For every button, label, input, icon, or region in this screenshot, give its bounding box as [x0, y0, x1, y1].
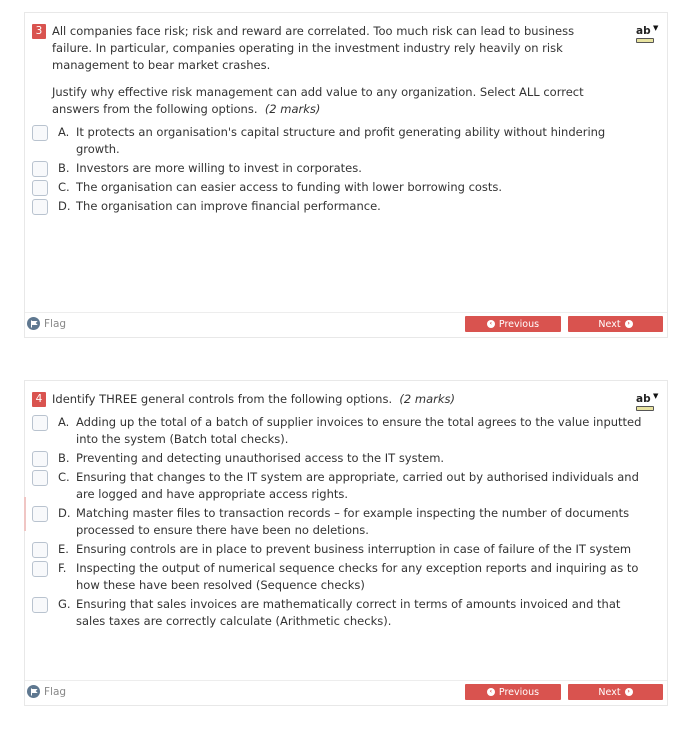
question-stem: [52, 391, 617, 408]
question-body: [25, 381, 667, 630]
option-text: Ensuring controls are in place to prevent business interruption in case of failure of the IT system: [76, 542, 632, 556]
question-marks: (2 marks): [399, 392, 455, 406]
next-label: Next: [598, 686, 621, 698]
instruction-text: Justify why effective risk management can add value to any organization. Select ALL correct answers from the following options.: [52, 85, 584, 116]
answer-option-c[interactable]: [32, 179, 655, 196]
question-marks: (2 marks): [264, 102, 321, 116]
previous-button[interactable]: [465, 684, 561, 700]
option-text: The organisation can easier access to funding with lower borrowing costs.: [76, 180, 503, 194]
option-letter: C.: [58, 180, 70, 194]
question-card-3: [24, 12, 668, 338]
question-text: [52, 391, 655, 408]
question-footer: [25, 312, 667, 337]
answer-option-g[interactable]: [32, 596, 655, 630]
option-letter: B.: [58, 161, 70, 175]
highlighter-icon: [636, 38, 654, 43]
option-checkbox[interactable]: [32, 597, 48, 613]
option-letter: D.: [58, 199, 71, 213]
chevron-left-icon: ‹: [487, 688, 495, 696]
question-header: [32, 23, 655, 118]
option-checkbox[interactable]: [32, 415, 48, 431]
option-letter: E.: [58, 542, 69, 556]
option-text: Inspecting the output of numerical sequence checks for any exception reports and inquiring as to how these have been resolved (Sequence checks): [76, 561, 639, 592]
chevron-right-icon: ›: [625, 320, 633, 328]
option-checkbox[interactable]: [32, 199, 48, 215]
question-instruction: [52, 84, 617, 118]
previous-label: Previous: [498, 318, 540, 330]
option-checkbox[interactable]: [32, 542, 48, 558]
chevron-left-icon: ‹: [487, 320, 495, 328]
question-header: [32, 391, 655, 408]
option-checkbox[interactable]: [32, 125, 48, 141]
flag-label: Flag: [44, 685, 67, 698]
caret-down-icon: ▼: [653, 24, 659, 32]
highlighter-icon: [636, 406, 654, 411]
option-letter: D.: [58, 506, 71, 520]
question-text: [52, 23, 655, 118]
option-text: It protects an organisation's capital structure and profit generating ability without hindering growth.: [76, 125, 606, 156]
flag-label: Flag: [44, 317, 67, 330]
option-text: Ensuring that sales invoices are mathematically correct in terms of amounts invoiced and that sales taxes are correctly calculate (Arithmetic checks).: [76, 597, 621, 628]
caret-down-icon: ▼: [653, 392, 659, 400]
option-checkbox[interactable]: [32, 506, 48, 522]
option-checkbox[interactable]: [32, 470, 48, 486]
option-text: Preventing and detecting unauthorised access to the IT system.: [76, 451, 445, 465]
option-focus-marker: [24, 497, 26, 531]
option-text: Matching master files to transaction records – for example inspecting the number of documents processed to ensure there have been no deletions.: [76, 506, 630, 537]
option-text: Adding up the total of a batch of supplier invoices to ensure the total agrees to the value inputted into the system (Batch total checks).: [76, 415, 642, 446]
option-checkbox[interactable]: [32, 561, 48, 577]
question-number-badge: 4: [32, 392, 46, 407]
answer-option-a[interactable]: [32, 414, 655, 448]
option-letter: C.: [58, 470, 70, 484]
option-checkbox[interactable]: [32, 180, 48, 196]
option-letter: B.: [58, 451, 70, 465]
answer-option-f[interactable]: [32, 560, 655, 594]
option-text: Investors are more willing to invest in corporates.: [76, 161, 362, 175]
option-letter: F.: [58, 561, 67, 575]
question-card-4: [24, 380, 668, 706]
flag-icon: [27, 685, 40, 698]
highlighter-label: ab: [636, 393, 651, 405]
previous-button[interactable]: [465, 316, 561, 332]
answer-options: [32, 414, 655, 630]
next-button[interactable]: [568, 316, 663, 332]
answer-option-e[interactable]: [32, 541, 655, 558]
option-letter: A.: [58, 415, 70, 429]
flag-button[interactable]: [27, 317, 66, 330]
flag-icon: [27, 317, 40, 330]
option-text: The organisation can improve financial performance.: [76, 199, 381, 213]
question-stem: All companies face risk; risk and reward are correlated. Too much risk can lead to business failure. In particular, companies operating in the investment industry rely heavily on risk management to bear market crashes.: [52, 24, 575, 72]
question-body: [25, 13, 667, 215]
highlighter-tool-button[interactable]: [635, 25, 659, 45]
answer-option-d[interactable]: [32, 198, 655, 215]
option-text: Ensuring that changes to the IT system are appropriate, carried out by authorised individuals and are logged and have appropriate access rights.: [76, 470, 639, 501]
next-button[interactable]: [568, 684, 663, 700]
question-footer: [25, 680, 667, 705]
answer-options: [32, 124, 655, 215]
answer-option-d[interactable]: [32, 505, 655, 539]
question-number-badge: 3: [32, 24, 46, 39]
highlighter-label: ab: [636, 25, 651, 37]
stem-text: Identify THREE general controls from the following options.: [52, 392, 393, 406]
next-label: Next: [598, 318, 621, 330]
option-checkbox[interactable]: [32, 451, 48, 467]
answer-option-c[interactable]: [32, 469, 655, 503]
answer-option-b[interactable]: [32, 160, 655, 177]
previous-label: Previous: [498, 686, 540, 698]
chevron-right-icon: ›: [625, 688, 633, 696]
answer-option-b[interactable]: [32, 450, 655, 467]
option-letter: G.: [58, 597, 71, 611]
option-letter: A.: [58, 125, 70, 139]
answer-option-a[interactable]: [32, 124, 655, 158]
flag-button[interactable]: [27, 685, 66, 698]
option-checkbox[interactable]: [32, 161, 48, 177]
highlighter-tool-button[interactable]: [635, 393, 659, 413]
